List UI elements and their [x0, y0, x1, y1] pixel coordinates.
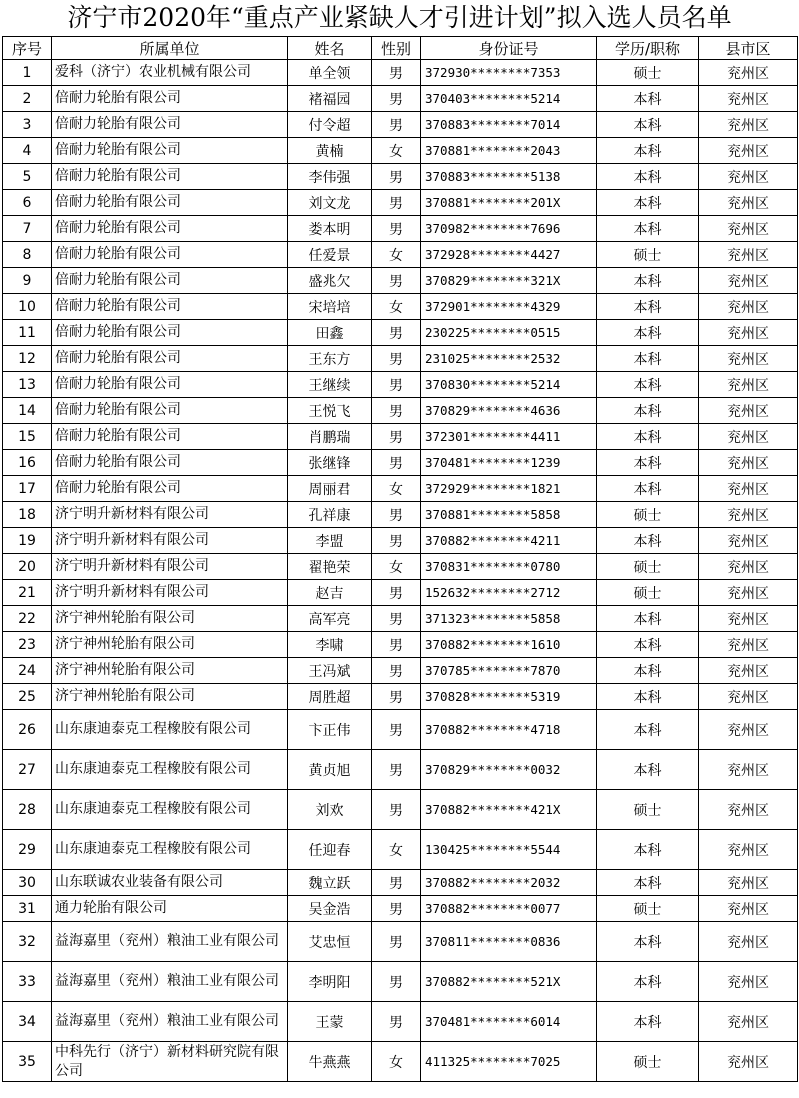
cell-index: 33: [3, 962, 52, 1002]
cell-gender: 女: [372, 138, 421, 164]
cell-gender: 男: [372, 450, 421, 476]
cell-id-number: 370481********1239: [421, 450, 597, 476]
cell-id-number: 372301********4411: [421, 424, 597, 450]
cell-unit: 益海嘉里（兖州）粮油工业有限公司: [52, 922, 288, 962]
cell-district: 兖州区: [699, 164, 798, 190]
cell-gender: 男: [372, 320, 421, 346]
cell-district: 兖州区: [699, 320, 798, 346]
cell-gender: 男: [372, 86, 421, 112]
cell-district: 兖州区: [699, 580, 798, 606]
cell-name: 张继锋: [288, 450, 372, 476]
header-id-number: 身份证号: [421, 37, 597, 60]
cell-unit: 济宁神州轮胎有限公司: [52, 684, 288, 710]
cell-degree: 本科: [597, 216, 699, 242]
table-row: [3, 294, 798, 320]
table-row: [3, 502, 798, 528]
cell-name: 黄贞旭: [288, 750, 372, 790]
cell-degree: 本科: [597, 476, 699, 502]
cell-degree: 本科: [597, 112, 699, 138]
cell-index: 18: [3, 502, 52, 528]
cell-degree: 硕士: [597, 896, 699, 922]
cell-degree: 硕士: [597, 60, 699, 86]
cell-degree: 硕士: [597, 242, 699, 268]
cell-index: 15: [3, 424, 52, 450]
cell-district: 兖州区: [699, 86, 798, 112]
cell-unit: 倍耐力轮胎有限公司: [52, 190, 288, 216]
cell-gender: 男: [372, 268, 421, 294]
cell-name: 李伟强: [288, 164, 372, 190]
cell-degree: 本科: [597, 528, 699, 554]
cell-degree: 本科: [597, 962, 699, 1002]
cell-degree: 本科: [597, 1002, 699, 1042]
table-row: [3, 268, 798, 294]
cell-index: 25: [3, 684, 52, 710]
table-row: [3, 580, 798, 606]
cell-district: 兖州区: [699, 554, 798, 580]
cell-unit: 倍耐力轮胎有限公司: [52, 450, 288, 476]
cell-id-number: 370982********7696: [421, 216, 597, 242]
cell-gender: 男: [372, 112, 421, 138]
cell-unit: 倍耐力轮胎有限公司: [52, 216, 288, 242]
table-row: [3, 710, 798, 750]
cell-name: 褚福园: [288, 86, 372, 112]
cell-id-number: 370882********0077: [421, 896, 597, 922]
cell-gender: 男: [372, 870, 421, 896]
cell-index: 24: [3, 658, 52, 684]
header-index: 序号: [3, 37, 52, 60]
cell-unit: 倍耐力轮胎有限公司: [52, 424, 288, 450]
cell-degree: 本科: [597, 632, 699, 658]
cell-unit: 济宁神州轮胎有限公司: [52, 632, 288, 658]
cell-index: 7: [3, 216, 52, 242]
cell-id-number: 372901********4329: [421, 294, 597, 320]
cell-id-number: 370881********5858: [421, 502, 597, 528]
cell-unit: 倍耐力轮胎有限公司: [52, 398, 288, 424]
table-row: [3, 424, 798, 450]
cell-id-number: 372929********1821: [421, 476, 597, 502]
table-row: [3, 320, 798, 346]
table-row: [3, 750, 798, 790]
cell-gender: 男: [372, 502, 421, 528]
cell-index: 8: [3, 242, 52, 268]
cell-index: 9: [3, 268, 52, 294]
cell-id-number: 370829********4636: [421, 398, 597, 424]
cell-district: 兖州区: [699, 830, 798, 870]
cell-id-number: 370829********0032: [421, 750, 597, 790]
cell-degree: 本科: [597, 138, 699, 164]
table-row: [3, 790, 798, 830]
cell-id-number: 370882********521X: [421, 962, 597, 1002]
cell-unit: 益海嘉里（兖州）粮油工业有限公司: [52, 962, 288, 1002]
cell-index: 28: [3, 790, 52, 830]
cell-name: 付令超: [288, 112, 372, 138]
cell-degree: 本科: [597, 870, 699, 896]
cell-district: 兖州区: [699, 190, 798, 216]
table-row: [3, 190, 798, 216]
cell-unit: 爱科（济宁）农业机械有限公司: [52, 60, 288, 86]
cell-degree: 硕士: [597, 554, 699, 580]
cell-name: 高军亮: [288, 606, 372, 632]
cell-district: 兖州区: [699, 294, 798, 320]
cell-index: 10: [3, 294, 52, 320]
cell-degree: 硕士: [597, 502, 699, 528]
cell-unit: 济宁神州轮胎有限公司: [52, 658, 288, 684]
cell-district: 兖州区: [699, 528, 798, 554]
cell-gender: 男: [372, 398, 421, 424]
cell-unit: 倍耐力轮胎有限公司: [52, 242, 288, 268]
cell-district: 兖州区: [699, 242, 798, 268]
cell-id-number: 371323********5858: [421, 606, 597, 632]
cell-unit: 山东康迪泰克工程橡胶有限公司: [52, 790, 288, 830]
cell-id-number: 370882********4211: [421, 528, 597, 554]
cell-index: 14: [3, 398, 52, 424]
cell-id-number: 411325********7025: [421, 1042, 597, 1082]
table-row: [3, 346, 798, 372]
cell-gender: 男: [372, 580, 421, 606]
cell-unit: 山东康迪泰克工程橡胶有限公司: [52, 750, 288, 790]
cell-index: 3: [3, 112, 52, 138]
cell-gender: 男: [372, 346, 421, 372]
table-row: [3, 1042, 798, 1082]
cell-gender: 男: [372, 60, 421, 86]
cell-name: 魏立跃: [288, 870, 372, 896]
cell-index: 21: [3, 580, 52, 606]
cell-district: 兖州区: [699, 606, 798, 632]
table-row: [3, 528, 798, 554]
cell-unit: 倍耐力轮胎有限公司: [52, 112, 288, 138]
cell-unit: 倍耐力轮胎有限公司: [52, 86, 288, 112]
cell-district: 兖州区: [699, 922, 798, 962]
cell-gender: 男: [372, 790, 421, 830]
cell-district: 兖州区: [699, 658, 798, 684]
cell-index: 11: [3, 320, 52, 346]
cell-unit: 山东联诚农业装备有限公司: [52, 870, 288, 896]
cell-id-number: 370831********0780: [421, 554, 597, 580]
cell-index: 6: [3, 190, 52, 216]
cell-district: 兖州区: [699, 632, 798, 658]
table-row: [3, 554, 798, 580]
cell-gender: 女: [372, 476, 421, 502]
cell-id-number: 370883********7014: [421, 112, 597, 138]
cell-gender: 男: [372, 962, 421, 1002]
cell-degree: 本科: [597, 268, 699, 294]
cell-gender: 男: [372, 190, 421, 216]
cell-gender: 女: [372, 294, 421, 320]
cell-gender: 女: [372, 830, 421, 870]
cell-id-number: 370882********421X: [421, 790, 597, 830]
cell-gender: 男: [372, 164, 421, 190]
cell-gender: 男: [372, 684, 421, 710]
table-row: [3, 60, 798, 86]
cell-unit: 倍耐力轮胎有限公司: [52, 372, 288, 398]
cell-degree: 本科: [597, 658, 699, 684]
cell-index: 1: [3, 60, 52, 86]
cell-name: 李盟: [288, 528, 372, 554]
table-header-row: [3, 37, 798, 60]
header-name: 姓名: [288, 37, 372, 60]
cell-id-number: 231025********2532: [421, 346, 597, 372]
cell-name: 王蒙: [288, 1002, 372, 1042]
cell-district: 兖州区: [699, 112, 798, 138]
cell-id-number: 370882********1610: [421, 632, 597, 658]
cell-degree: 本科: [597, 294, 699, 320]
cell-index: 19: [3, 528, 52, 554]
table-row: [3, 242, 798, 268]
cell-district: 兖州区: [699, 372, 798, 398]
cell-degree: 本科: [597, 320, 699, 346]
cell-degree: 本科: [597, 346, 699, 372]
cell-name: 任迎春: [288, 830, 372, 870]
cell-degree: 本科: [597, 922, 699, 962]
cell-district: 兖州区: [699, 60, 798, 86]
cell-id-number: 370882********4718: [421, 710, 597, 750]
cell-degree: 本科: [597, 830, 699, 870]
cell-unit: 倍耐力轮胎有限公司: [52, 164, 288, 190]
cell-id-number: 370829********321X: [421, 268, 597, 294]
cell-index: 17: [3, 476, 52, 502]
cell-gender: 男: [372, 216, 421, 242]
header-gender: 性别: [372, 37, 421, 60]
table-row: [3, 372, 798, 398]
cell-name: 刘欢: [288, 790, 372, 830]
cell-name: 卞正伟: [288, 710, 372, 750]
cell-gender: 男: [372, 632, 421, 658]
table-row: [3, 450, 798, 476]
cell-degree: 本科: [597, 424, 699, 450]
cell-degree: 硕士: [597, 1042, 699, 1082]
cell-id-number: 152632********2712: [421, 580, 597, 606]
cell-id-number: 370881********2043: [421, 138, 597, 164]
table-row: [3, 398, 798, 424]
cell-district: 兖州区: [699, 450, 798, 476]
cell-name: 王东方: [288, 346, 372, 372]
table-row: [3, 684, 798, 710]
cell-name: 刘文龙: [288, 190, 372, 216]
cell-name: 赵吉: [288, 580, 372, 606]
header-district: 县市区: [699, 37, 798, 60]
cell-degree: 硕士: [597, 580, 699, 606]
cell-name: 王冯斌: [288, 658, 372, 684]
cell-unit: 济宁明升新材料有限公司: [52, 502, 288, 528]
cell-unit: 中科先行（济宁）新材料研究院有限公司: [52, 1042, 288, 1082]
cell-id-number: 370811********0836: [421, 922, 597, 962]
table-row: [3, 216, 798, 242]
table-row: [3, 870, 798, 896]
cell-district: 兖州区: [699, 790, 798, 830]
cell-district: 兖州区: [699, 398, 798, 424]
cell-gender: 女: [372, 242, 421, 268]
cell-unit: 济宁明升新材料有限公司: [52, 554, 288, 580]
table-row: [3, 658, 798, 684]
table-row: [3, 86, 798, 112]
cell-index: 31: [3, 896, 52, 922]
cell-index: 4: [3, 138, 52, 164]
table-row: [3, 138, 798, 164]
cell-gender: 男: [372, 658, 421, 684]
cell-district: 兖州区: [699, 1002, 798, 1042]
cell-gender: 女: [372, 1042, 421, 1082]
cell-district: 兖州区: [699, 268, 798, 294]
cell-district: 兖州区: [699, 870, 798, 896]
cell-id-number: 370785********7870: [421, 658, 597, 684]
cell-id-number: 370830********5214: [421, 372, 597, 398]
table-row: [3, 606, 798, 632]
cell-gender: 男: [372, 528, 421, 554]
table-row: [3, 896, 798, 922]
cell-id-number: 230225********0515: [421, 320, 597, 346]
table-row: [3, 922, 798, 962]
cell-index: 29: [3, 830, 52, 870]
cell-index: 20: [3, 554, 52, 580]
table-row: [3, 632, 798, 658]
table-row: [3, 962, 798, 1002]
cell-unit: 济宁明升新材料有限公司: [52, 580, 288, 606]
cell-name: 孔祥康: [288, 502, 372, 528]
cell-unit: 倍耐力轮胎有限公司: [52, 320, 288, 346]
cell-unit: 倍耐力轮胎有限公司: [52, 476, 288, 502]
cell-degree: 本科: [597, 684, 699, 710]
cell-district: 兖州区: [699, 424, 798, 450]
cell-id-number: 370828********5319: [421, 684, 597, 710]
cell-index: 13: [3, 372, 52, 398]
header-degree: 学历/职称: [597, 37, 699, 60]
cell-gender: 男: [372, 372, 421, 398]
cell-name: 任爱景: [288, 242, 372, 268]
cell-degree: 本科: [597, 164, 699, 190]
cell-name: 盛兆欠: [288, 268, 372, 294]
cell-unit: 倍耐力轮胎有限公司: [52, 346, 288, 372]
cell-index: 30: [3, 870, 52, 896]
cell-district: 兖州区: [699, 502, 798, 528]
cell-degree: 硕士: [597, 790, 699, 830]
cell-gender: 男: [372, 750, 421, 790]
cell-degree: 本科: [597, 606, 699, 632]
cell-unit: 山东康迪泰克工程橡胶有限公司: [52, 710, 288, 750]
cell-index: 23: [3, 632, 52, 658]
cell-gender: 男: [372, 896, 421, 922]
cell-district: 兖州区: [699, 216, 798, 242]
cell-degree: 本科: [597, 372, 699, 398]
cell-index: 26: [3, 710, 52, 750]
cell-id-number: 130425********5544: [421, 830, 597, 870]
cell-district: 兖州区: [699, 476, 798, 502]
cell-gender: 男: [372, 922, 421, 962]
candidate-table: [2, 36, 798, 1082]
cell-name: 艾忠恒: [288, 922, 372, 962]
cell-district: 兖州区: [699, 750, 798, 790]
cell-name: 黄楠: [288, 138, 372, 164]
cell-district: 兖州区: [699, 710, 798, 750]
table-row: [3, 164, 798, 190]
cell-gender: 男: [372, 424, 421, 450]
cell-degree: 本科: [597, 190, 699, 216]
cell-index: 5: [3, 164, 52, 190]
table-row: [3, 1002, 798, 1042]
cell-name: 李啸: [288, 632, 372, 658]
cell-district: 兖州区: [699, 962, 798, 1002]
cell-index: 35: [3, 1042, 52, 1082]
cell-name: 肖鹏瑞: [288, 424, 372, 450]
cell-unit: 倍耐力轮胎有限公司: [52, 268, 288, 294]
cell-degree: 本科: [597, 750, 699, 790]
cell-district: 兖州区: [699, 346, 798, 372]
cell-district: 兖州区: [699, 138, 798, 164]
cell-degree: 本科: [597, 710, 699, 750]
cell-id-number: 370481********6014: [421, 1002, 597, 1042]
document-title: 济宁市2020年“重点产业紧缺人才引进计划”拟入选人员名单: [67, 3, 732, 32]
cell-unit: 山东康迪泰克工程橡胶有限公司: [52, 830, 288, 870]
cell-unit: 通力轮胎有限公司: [52, 896, 288, 922]
cell-gender: 男: [372, 710, 421, 750]
cell-name: 周丽君: [288, 476, 372, 502]
cell-name: 李明阳: [288, 962, 372, 1002]
cell-index: 27: [3, 750, 52, 790]
cell-index: 22: [3, 606, 52, 632]
cell-gender: 男: [372, 1002, 421, 1042]
cell-district: 兖州区: [699, 896, 798, 922]
cell-unit: 倍耐力轮胎有限公司: [52, 294, 288, 320]
cell-id-number: 370881********201X: [421, 190, 597, 216]
cell-gender: 男: [372, 606, 421, 632]
cell-id-number: 370883********5138: [421, 164, 597, 190]
cell-degree: 本科: [597, 86, 699, 112]
cell-unit: 益海嘉里（兖州）粮油工业有限公司: [52, 1002, 288, 1042]
cell-unit: 倍耐力轮胎有限公司: [52, 138, 288, 164]
cell-index: 32: [3, 922, 52, 962]
cell-name: 娄本明: [288, 216, 372, 242]
cell-name: 王悦飞: [288, 398, 372, 424]
cell-id-number: 370882********2032: [421, 870, 597, 896]
cell-name: 周胜超: [288, 684, 372, 710]
header-unit: 所属单位: [52, 37, 288, 60]
cell-index: 16: [3, 450, 52, 476]
table-row: [3, 112, 798, 138]
cell-degree: 本科: [597, 398, 699, 424]
cell-gender: 女: [372, 554, 421, 580]
cell-district: 兖州区: [699, 684, 798, 710]
cell-name: 单全领: [288, 60, 372, 86]
cell-name: 牛燕燕: [288, 1042, 372, 1082]
cell-name: 翟艳荣: [288, 554, 372, 580]
cell-name: 吴金浩: [288, 896, 372, 922]
cell-degree: 本科: [597, 450, 699, 476]
cell-id-number: 372928********4427: [421, 242, 597, 268]
cell-index: 2: [3, 86, 52, 112]
cell-unit: 济宁神州轮胎有限公司: [52, 606, 288, 632]
cell-id-number: 372930********7353: [421, 60, 597, 86]
cell-name: 田鑫: [288, 320, 372, 346]
cell-name: 王继续: [288, 372, 372, 398]
cell-district: 兖州区: [699, 1042, 798, 1082]
table-row: [3, 476, 798, 502]
cell-index: 34: [3, 1002, 52, 1042]
cell-unit: 济宁明升新材料有限公司: [52, 528, 288, 554]
cell-id-number: 370403********5214: [421, 86, 597, 112]
cell-index: 12: [3, 346, 52, 372]
cell-name: 宋培培: [288, 294, 372, 320]
table-row: [3, 830, 798, 870]
